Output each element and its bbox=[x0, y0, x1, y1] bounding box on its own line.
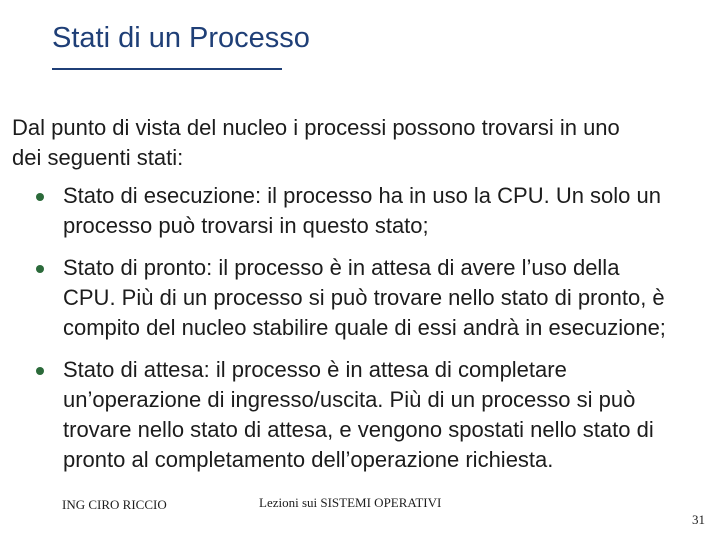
bullet-item-esecuzione bbox=[34, 181, 674, 241]
page-number: 31 bbox=[692, 512, 705, 527]
bullet-text: Stato di esecuzione: il processo ha in uso la CPU. Un solo un processo può trovarsi in questo stato; bbox=[63, 183, 661, 238]
intro-text: Dal punto di vista del nucleo i processi possono trovarsi in uno dei seguenti stati: bbox=[12, 115, 620, 170]
bullet-item-attesa bbox=[34, 355, 674, 475]
bullet-dot-icon bbox=[36, 367, 44, 375]
bullet-item-pronto bbox=[34, 253, 674, 343]
bullet-dot-icon bbox=[36, 265, 44, 273]
bullet-text: Stato di attesa: il processo è in attesa di completare un’operazione di ingresso/uscita. Più di un processo si può trovare nello stato di attesa, e vengono spostati nello stato di pronto al completamento dell’operazione richiesta. bbox=[63, 357, 654, 472]
slide-title: Stati di un Processo bbox=[52, 22, 310, 54]
footer-author: ING CIRO RICCIO bbox=[62, 497, 167, 512]
bullet-text: Stato di pronto: il processo è in attesa di avere l’uso della CPU. Più di un processo si può trovare nello stato di pronto, è compito del nucleo stabilire quale di essi andrà in esecuzione; bbox=[63, 255, 666, 340]
title-underline bbox=[52, 68, 282, 70]
footer-course: Lezioni sui SISTEMI OPERATIVI bbox=[259, 495, 442, 510]
bullet-dot-icon bbox=[36, 193, 44, 201]
bullet-list bbox=[34, 181, 674, 487]
